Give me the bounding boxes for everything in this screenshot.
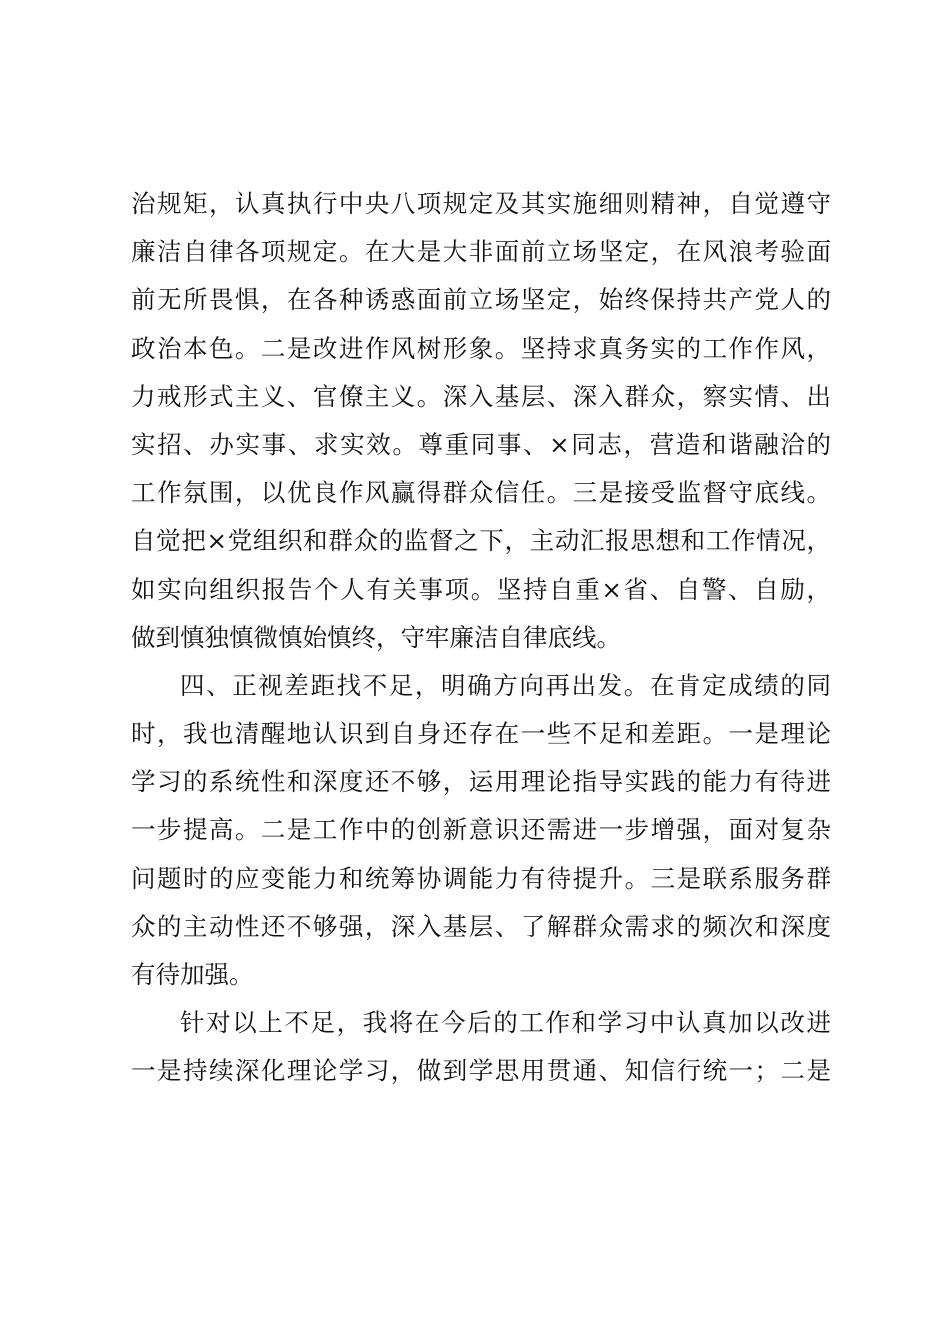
- text-line: 力戒形式主义、官僚主义。深入基层、深入群众，察实情、出: [131, 381, 831, 411]
- text-line: 一步提高。二是工作中的创新意识还需进一步增强，面对复杂: [131, 815, 831, 845]
- text-line: 一是持续深化理论学习，做到学思用贯通、知信行统一；二是: [131, 1056, 831, 1086]
- text-line: 问题时的应变能力和统筹协调能力有待提升。三是联系服务群: [131, 863, 831, 893]
- text-line: 如实向组织报告个人有关事项。坚持自重×省、自警、自励，: [131, 574, 831, 604]
- text-line: 众的主动性还不够强，深入基层、了解群众需求的频次和深度: [131, 911, 831, 941]
- text-line: 时，我也清醒地认识到自身还存在一些不足和差距。一是理论: [131, 719, 831, 749]
- text-line: 政治本色。二是改进作风树形象。坚持求真务实的工作作风，: [131, 333, 831, 363]
- text-line: 做到慎独慎微慎始慎终，守牢廉洁自律底线。: [131, 622, 621, 652]
- paragraph-first-line: 针对以上不足，我将在今后的工作和学习中认真加以改进: [180, 1008, 831, 1038]
- text-line: 治规矩，认真执行中央八项规定及其实施细则精神，自觉遵守: [131, 189, 831, 218]
- text-line: 有待加强。: [131, 960, 254, 989]
- document-body: [131, 180, 831, 1096]
- text-line: 自觉把×党组织和群众的监督之下，主动汇报思想和工作情况，: [131, 526, 831, 556]
- text-line: 实招、办实事、求实效。尊重同事、×同志，营造和谐融洽的: [131, 429, 831, 459]
- text-line: 学习的系统性和深度还不够，运用理论指导实践的能力有待进: [131, 767, 831, 797]
- text-line: 工作氛围，以优良作风赢得群众信任。三是接受监督守底线。: [131, 478, 831, 508]
- text-line: 廉洁自律各项规定。在大是大非面前立场坚定，在风浪考验面: [131, 237, 831, 267]
- paragraph-first-line: 四、正视差距找不足，明确方向再出发。在肯定成绩的同: [180, 670, 831, 700]
- text-line: 前无所畏惧，在各种诱惑面前立场坚定，始终保持共产党人的: [131, 285, 831, 315]
